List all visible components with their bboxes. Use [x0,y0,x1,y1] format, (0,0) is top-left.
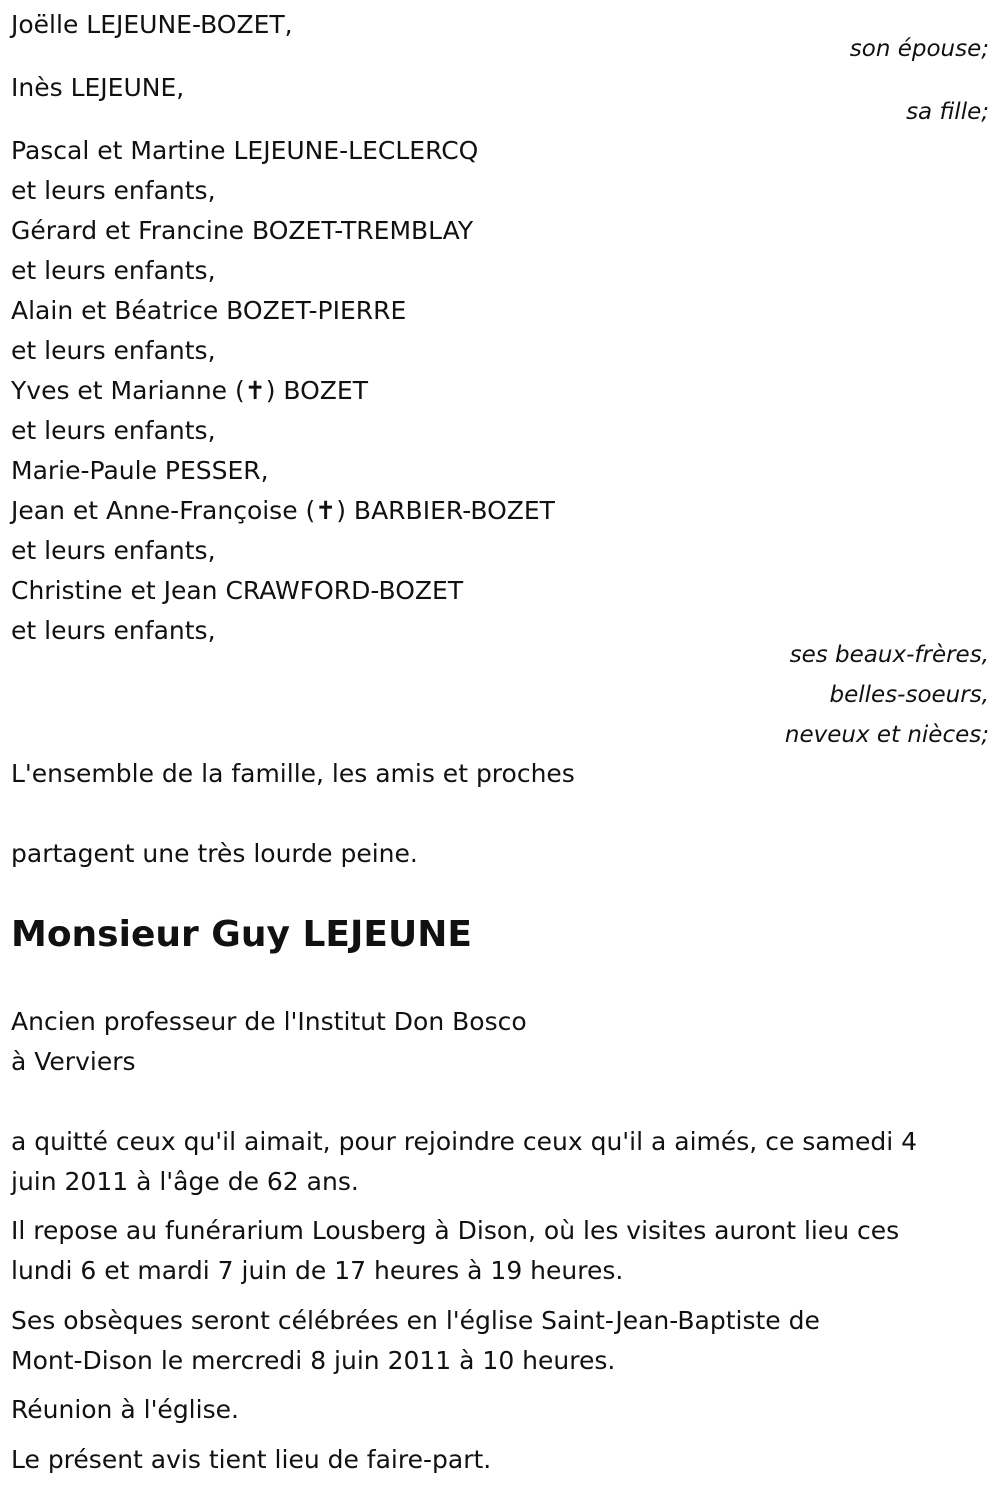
relative-line: Pascal et Martine LEJEUNE-LECLERCQ [11,136,479,165]
deceased-name: Monsieur Guy LEJEUNE [11,914,472,955]
rest-paragraph-line: lundi 6 et mardi 7 juin de 17 heures à 19 heures. [11,1256,624,1285]
relative-line: et leurs enfants, [11,176,216,205]
daughter-role: sa fille; [906,99,989,125]
relative-line: Alain et Béatrice BOZET-PIERRE [11,296,407,325]
relative-line: et leurs enfants, [11,336,216,365]
relative-line: Marie-Paule PESSER, [11,456,269,485]
relative-line: et leurs enfants, [11,536,216,565]
meeting-line: Réunion à l'église. [11,1395,239,1424]
relative-line: Christine et Jean CRAWFORD-BOZET [11,576,464,605]
relative-line: Jean et Anne-Françoise (✝) BARBIER-BOZET [11,496,555,525]
relatives-role-line: ses beaux-frères, [789,642,989,668]
relative-line: Gérard et Francine BOZET-TREMBLAY [11,216,474,245]
grief-line: partagent une très lourde peine. [11,839,418,868]
relatives-role-line: belles-soeurs, [829,682,989,708]
wife-name: Joëlle LEJEUNE-BOZET, [11,10,293,39]
funeral-paragraph-line: Ses obsèques seront célébrées en l'église Saint-Jean-Baptiste de [11,1306,820,1335]
rest-paragraph-line: Il repose au funérarium Lousberg à Dison, où les visites auront lieu ces [11,1216,900,1245]
relative-line: Yves et Marianne (✝) BOZET [11,376,368,405]
relative-line: et leurs enfants, [11,416,216,445]
notice-line: Le présent avis tient lieu de faire-part. [11,1445,492,1474]
daughter-name: Inès LEJEUNE, [11,73,185,102]
others-line: L'ensemble de la famille, les amis et proches [11,759,575,788]
relative-line: et leurs enfants, [11,616,216,645]
relatives-role-line: neveux et nièces; [784,722,989,748]
death-paragraph-line: a quitté ceux qu'il aimait, pour rejoindre ceux qu'il a aimés, ce samedi 4 [11,1127,918,1156]
funeral-paragraph-line: Mont-Dison le mercredi 8 juin 2011 à 10 heures. [11,1346,616,1375]
relative-line: et leurs enfants, [11,256,216,285]
death-paragraph-line: juin 2011 à l'âge de 62 ans. [11,1167,359,1196]
occupation-line: à Verviers [11,1047,136,1076]
wife-role: son épouse; [849,36,989,62]
occupation-line: Ancien professeur de l'Institut Don Bosco [11,1007,527,1036]
